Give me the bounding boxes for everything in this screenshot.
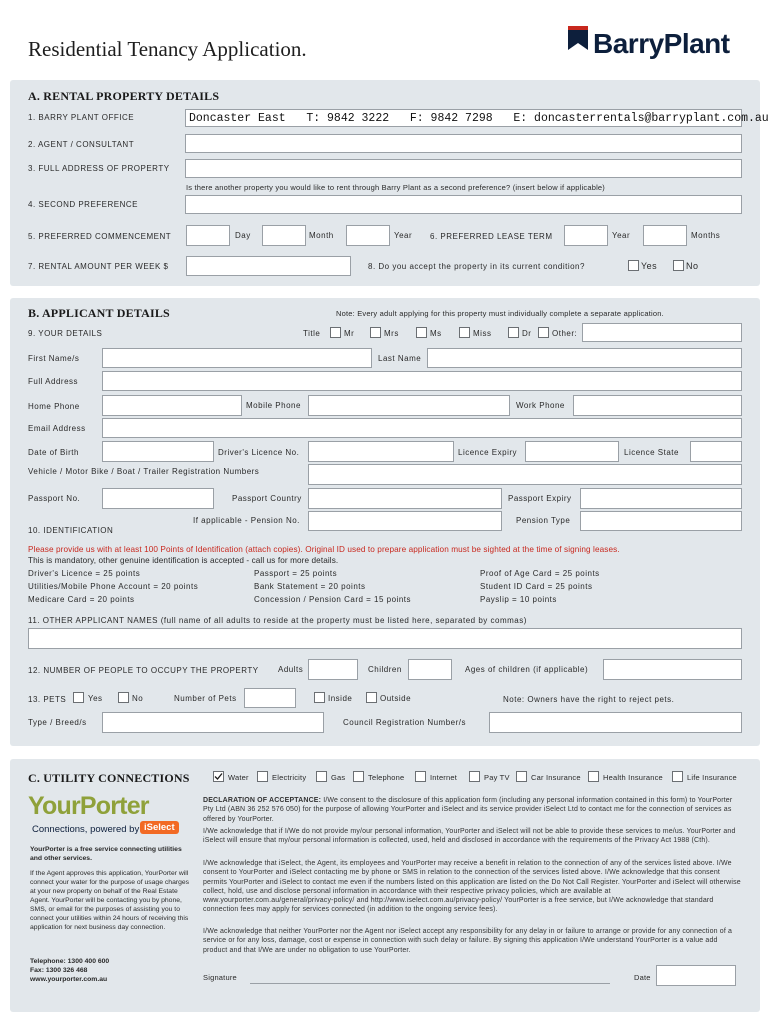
date-label: Date [634, 973, 651, 982]
title-mrs-checkbox[interactable] [370, 327, 381, 338]
address-label: 3. FULL ADDRESS OF PROPERTY [28, 164, 170, 173]
utility-telephone-checkbox[interactable] [353, 771, 364, 782]
title-ms-checkbox[interactable] [416, 327, 427, 338]
yourporter-fax: Fax: 1300 326 468 [30, 967, 88, 974]
second-pref-label: 4. SECOND PREFERENCE [28, 200, 139, 209]
office-field[interactable] [185, 109, 769, 127]
yourporter-description: If the Agent approves this application, YourPorter will connect your water for the purpose of usage charges at your new property on behalf of the Real Estate Agent. YourPorter will be contacting you by phone, SMS, or email for the purposes of assisting you to connect your utilities within 24 hours of receiving this application for next business day connection. [30, 870, 190, 931]
pets-inside-checkbox[interactable] [314, 692, 325, 703]
utility-label: Internet [430, 773, 458, 782]
declaration-paragraph-3: I/We acknowledge that iSelect, the Agent, its employees and YourPorter may receive a benefit in relation to the connection of any of the services listed above. I/We consent to YourPorter and iSelect contacting me by phone or SMS in relation to the connection of the services listed above. I/We acknowledge that this consent permits YourPorter and iSelect to contact me even if the numbers listed on this application are listed on the Do Not Call Register. YourPorter and iSelect will otherwise collect, hold, use and disclose personal information in accordance with their respective privacy policies, which are available at www.yourporter.com.au/general/privacy-policy/ and http://www.iselect.com.au/privacy-policy/ YourPorter is a free service, but I/We acknowledge that standard connection fees may apply for services connected (in addition to the ongoing service fees). [203, 860, 741, 914]
children-field[interactable] [408, 659, 452, 680]
address-field[interactable] [185, 159, 742, 178]
home-phone-field[interactable] [102, 395, 242, 416]
utility-electricity-checkbox[interactable] [257, 771, 268, 782]
pets-outside-checkbox[interactable] [366, 692, 377, 703]
number-of-pets-label: Number of Pets [174, 694, 237, 703]
utility-label: Health Insurance [603, 773, 663, 782]
occupants-label: 12. NUMBER OF PEOPLE TO OCCUPY THE PROPERTY [28, 666, 259, 675]
applicant-note: Note: Every adult applying for this property must individually complete a separate application. [336, 309, 664, 318]
utility-label: Car Insurance [531, 773, 581, 782]
passport-expiry-field[interactable] [580, 488, 742, 509]
utility-health-insurance-checkbox[interactable] [588, 771, 599, 782]
ages-children-field[interactable] [603, 659, 742, 680]
lease-months-field[interactable] [643, 225, 687, 246]
id-points-item: Bank Statement = 20 points [254, 582, 366, 591]
pets-label: 13. PETS [28, 695, 67, 704]
dob-label: Date of Birth [28, 448, 79, 457]
check-icon [214, 772, 223, 781]
barryplant-wordmark: BarryPlant [593, 28, 730, 59]
date-field[interactable] [656, 965, 736, 986]
yourporter-logo [28, 792, 188, 838]
title-dr-label: Dr [522, 329, 532, 338]
barryplant-logo [566, 26, 744, 64]
declaration-text: I/We consent to the disclosure of this application form (including any personal information contained in this form) to YourPorter Pty Ltd (ABN 36 252 576 050) for the purpose of allowing YourPorter and iSelect and its service provider iSelect Ltd to contact me for the connection of services as offered by YourPorter. [203, 797, 733, 823]
utility-gas-checkbox[interactable] [316, 771, 327, 782]
iselect-badge: iSelect [140, 821, 179, 834]
utility-internet-checkbox[interactable] [415, 771, 426, 782]
yourporter-free-text: YourPorter is a free service connecting utilities and other services. [30, 846, 182, 862]
title-dr-checkbox[interactable] [508, 327, 519, 338]
ages-children-label: Ages of children (if applicable) [465, 665, 589, 674]
last-name-field[interactable] [427, 348, 742, 368]
title-mr-label: Mr [344, 329, 355, 338]
mobile-phone-field[interactable] [308, 395, 510, 416]
vehicle-field[interactable] [308, 464, 742, 485]
council-reg-label: Council Registration Number/s [343, 718, 466, 727]
signature-line[interactable] [250, 983, 610, 984]
pets-outside-label: Outside [380, 694, 412, 703]
lease-year-label: Year [612, 231, 631, 240]
utility-label: Electricity [272, 773, 307, 782]
utility-label: Pay TV [484, 773, 510, 782]
id-points-item: Proof of Age Card = 25 points [480, 569, 600, 578]
adults-label: Adults [278, 665, 304, 674]
pension-type-label: Pension Type [516, 516, 571, 525]
section-c-heading: C. UTILITY CONNECTIONS [28, 771, 190, 785]
section-a-heading: A. RENTAL PROPERTY DETAILS [28, 89, 220, 103]
id-points-item: Medicare Card = 20 points [28, 595, 135, 604]
council-reg-field[interactable] [489, 712, 742, 733]
declaration-paragraph-2: I/We acknowledge that if I/We do not provide my/our personal information, YourPorter and iSelect will not be able to provide these services to me/us. YourPorter and iSelect will ensure that my/our personal information is collected, used, held and disclosed in accordance with the requirements of the Privacy Act 1988 (Cth). [203, 828, 736, 845]
utility-water-checkbox[interactable] [213, 771, 224, 782]
lease-year-field[interactable] [564, 225, 608, 246]
full-address-field[interactable] [102, 371, 742, 391]
id-points-item: Concession / Pension Card = 15 points [254, 595, 412, 604]
id-points-item: Utilities/Mobile Phone Account = 20 points [28, 582, 199, 591]
title-other-label: Other: [552, 329, 578, 338]
pets-note: Note: Owners have the right to reject pets. [503, 695, 675, 704]
title-mr-checkbox[interactable] [330, 327, 341, 338]
utility-life-insurance-checkbox[interactable] [672, 771, 683, 782]
yourporter-website: www.yourporter.com.au [30, 976, 108, 983]
last-name-label: Last Name [378, 354, 422, 363]
passport-expiry-label: Passport Expiry [508, 494, 572, 503]
licence-expiry-label: Licence Expiry [458, 448, 518, 457]
second-pref-note: Is there another property you would like to rent through Barry Plant as a second preference? (insert below if applicable) [186, 183, 606, 192]
dob-field[interactable] [102, 441, 214, 462]
first-name-label: First Name/s [28, 354, 80, 363]
title-miss-checkbox[interactable] [459, 327, 470, 338]
agent-field[interactable] [185, 134, 742, 153]
work-phone-field[interactable] [573, 395, 742, 416]
licence-state-field[interactable] [690, 441, 742, 462]
utility-paytv-checkbox[interactable] [469, 771, 480, 782]
pets-yes-checkbox[interactable] [73, 692, 84, 703]
declaration-paragraph-1 [203, 796, 743, 824]
declaration-title: DECLARATION OF ACCEPTANCE: [203, 797, 322, 804]
id-points-item: Student ID Card = 25 points [480, 582, 593, 591]
page-title: Residential Tenancy Application. [28, 37, 307, 61]
type-breed-field[interactable] [102, 712, 324, 733]
pension-no-label: If applicable - Pension No. [193, 516, 300, 525]
lease-term-label: 6. PREFERRED LEASE TERM [430, 232, 553, 241]
year-label: Year [394, 231, 413, 240]
work-phone-label: Work Phone [516, 401, 565, 410]
barryplant-flag-icon [568, 26, 588, 52]
id-mandatory: This is mandatory, other genuine identification is accepted - call us for more details. [28, 556, 339, 565]
condition-yes-checkbox[interactable] [628, 260, 639, 271]
utility-label: Telephone [368, 773, 405, 782]
identification-label: 10. IDENTIFICATION [28, 526, 114, 535]
commencement-month-field[interactable] [262, 225, 306, 246]
email-label: Email Address [28, 424, 86, 433]
id-warning: Please provide us with at least 100 Points of Identification (attach copies). Original ID used to prepare application must be sighted at the time of signing leases. [28, 545, 620, 554]
utility-car-insurance-checkbox[interactable] [516, 771, 527, 782]
children-label: Children [368, 665, 402, 674]
title-label: Title [303, 329, 321, 338]
utility-label: Water [228, 773, 249, 782]
declaration-paragraph-4: I/We acknowledge that neither YourPorter nor the Agent nor iSelect accept any responsibility for any delay in or failure to arrange or provide for any connection of a service or for any loss, damage, cost or expense in connection with such delay or failure. By signing this application I/We understand YourPorter is a value add product and that I/We are under no obligation to use YourPorter. [203, 928, 733, 954]
first-name-field[interactable] [102, 348, 372, 368]
title-ms-label: Ms [430, 329, 442, 338]
pets-yes-label: Yes [88, 694, 103, 703]
mobile-phone-label: Mobile Phone [246, 401, 301, 410]
home-phone-label: Home Phone [28, 402, 80, 411]
day-label: Day [235, 231, 251, 240]
licence-state-label: Licence State [624, 448, 679, 457]
office-label: 1. BARRY PLANT OFFICE [28, 113, 135, 122]
passport-no-label: Passport No. [28, 494, 81, 503]
pets-no-checkbox[interactable] [118, 692, 129, 703]
pets-inside-label: Inside [328, 694, 353, 703]
yourporter-wordmark: YourPorter [28, 792, 149, 820]
licence-no-field[interactable] [308, 441, 454, 462]
other-applicants-field[interactable] [28, 628, 742, 649]
condition-yes-label: Yes [641, 261, 658, 271]
pension-no-field[interactable] [308, 511, 502, 531]
lease-months-label: Months [691, 231, 721, 240]
passport-country-field[interactable] [308, 488, 502, 509]
rental-label: 7. RENTAL AMOUNT PER WEEK $ [28, 262, 169, 271]
licence-no-label: Driver's Licence No. [218, 448, 300, 457]
id-points-item: Payslip = 10 points [480, 595, 557, 604]
rental-field[interactable] [186, 256, 351, 276]
email-field[interactable] [102, 418, 742, 438]
type-breed-label: Type / Breed/s [28, 718, 87, 727]
month-label: Month [309, 231, 334, 240]
id-points-item: Passport = 25 points [254, 569, 338, 578]
utility-label: Life Insurance [687, 773, 737, 782]
pets-no-label: No [132, 694, 144, 703]
pension-type-field[interactable] [580, 511, 742, 531]
signature-label: Signature [203, 973, 237, 982]
vehicle-label: Vehicle / Motor Bike / Boat / Trailer Registration Numbers [28, 467, 260, 476]
commencement-year-field[interactable] [346, 225, 390, 246]
second-pref-field[interactable] [185, 195, 742, 214]
licence-expiry-field[interactable] [525, 441, 619, 462]
agent-label: 2. AGENT / CONSULTANT [28, 140, 135, 149]
condition-no-checkbox[interactable] [673, 260, 684, 271]
your-details-label: 9. YOUR DETAILS [28, 329, 103, 338]
section-b-heading: B. APPLICANT DETAILS [28, 306, 170, 320]
title-mrs-label: Mrs [384, 329, 399, 338]
number-of-pets-field[interactable] [244, 688, 296, 708]
title-other-field[interactable] [582, 323, 742, 342]
condition-label: 8. Do you accept the property in its current condition? [368, 262, 585, 271]
connections-powered-text: Connections, powered by [32, 824, 140, 835]
full-address-label: Full Address [28, 377, 79, 386]
utility-label: Gas [331, 773, 346, 782]
condition-no-label: No [686, 261, 699, 271]
commencement-day-field[interactable] [186, 225, 230, 246]
yourporter-phone: Telephone: 1300 400 600 [30, 958, 110, 965]
commencement-label: 5. PREFERRED COMMENCEMENT [28, 232, 172, 241]
office-value: Doncaster East T: 9842 3222 F: 9842 7298 E: doncasterrentals@barryplant.com.au [189, 112, 769, 125]
id-points-item: Driver's Licence = 25 points [28, 569, 141, 578]
passport-country-label: Passport Country [232, 494, 302, 503]
title-miss-label: Miss [473, 329, 492, 338]
other-applicants-label: 11. OTHER APPLICANT NAMES (full name of all adults to reside at the property must be listed here, separated by commas) [28, 616, 527, 625]
passport-no-field[interactable] [102, 488, 214, 509]
title-other-checkbox[interactable] [538, 327, 549, 338]
adults-field[interactable] [308, 659, 358, 680]
